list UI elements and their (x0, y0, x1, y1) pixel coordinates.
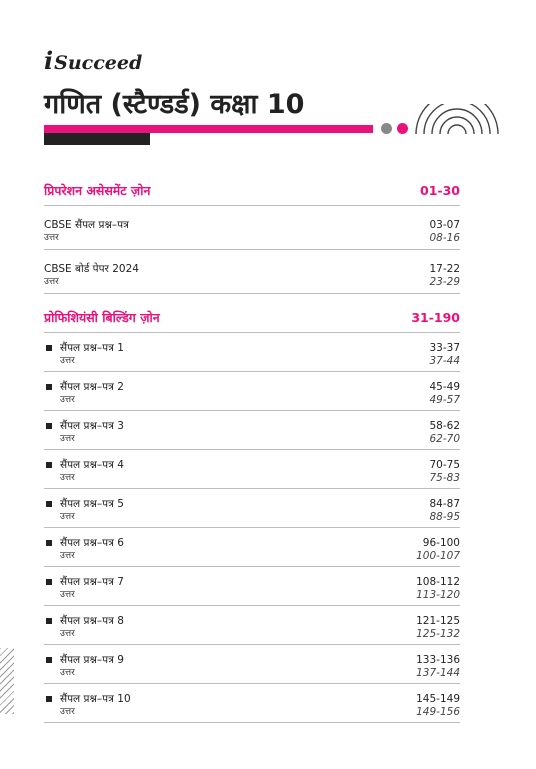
toc-row[interactable] (44, 528, 460, 567)
hatched-decoration (0, 648, 14, 714)
toc-answer-label: उत्तर (60, 473, 75, 483)
toc-answer-label: उत्तर (60, 395, 75, 405)
toc-pages: 121-125 (416, 615, 460, 627)
bullet-square-icon (46, 618, 52, 624)
bullet-square-icon (46, 423, 52, 429)
toc-row[interactable] (44, 250, 460, 294)
toc-answer-label: उत्तर (60, 590, 75, 600)
toc-label: सैंपल प्रश्न–पत्र 4 (60, 459, 124, 471)
toc-answer-label: उत्तर (60, 629, 75, 639)
section-pages: 01-30 (420, 183, 460, 198)
toc-answer-pages: 75-83 (429, 472, 460, 484)
toc-row[interactable] (44, 206, 460, 250)
toc-label: सैंपल प्रश्न–पत्र 10 (60, 693, 131, 705)
toc-answer-pages: 08-16 (429, 232, 460, 244)
bullet-square-icon (46, 579, 52, 585)
toc-answer-pages: 149-156 (416, 706, 460, 718)
title-underline-dark (44, 133, 150, 145)
toc-answer-label: उत्तर (60, 668, 75, 678)
toc-row[interactable] (44, 489, 460, 528)
toc-label: CBSE बोर्ड पेपर 2024 (44, 263, 139, 275)
brand-i: i (44, 46, 54, 75)
toc-label: सैंपल प्रश्न–पत्र 6 (60, 537, 124, 549)
toc-row[interactable] (44, 411, 460, 450)
toc-answer-pages: 113-120 (416, 589, 460, 601)
bullet-square-icon (46, 540, 52, 546)
proficiency-building-section (44, 309, 460, 723)
page-title: गणित (स्टैण्डर्ड) कक्षा 10 (44, 89, 305, 120)
toc-pages: 03-07 (429, 219, 460, 231)
toc-answer-pages: 137-144 (416, 667, 460, 679)
section-title: प्रोफिशियंसी बिल्डिंग ज़ोन (44, 310, 160, 325)
toc-pages: 84-87 (429, 498, 460, 510)
toc-answer-label: उत्तर (44, 233, 59, 243)
toc-answer-label: उत्तर (60, 512, 75, 522)
section-title: प्रिपरेशन असेसमेंट ज़ोन (44, 183, 151, 198)
toc-label: सैंपल प्रश्न–पत्र 1 (60, 342, 124, 354)
toc-label: सैंपल प्रश्न–पत्र 7 (60, 576, 124, 588)
section-header (44, 182, 460, 206)
bullet-square-icon (46, 501, 52, 507)
toc-label: सैंपल प्रश्न–पत्र 9 (60, 654, 124, 666)
section-header (44, 309, 460, 333)
title-underline-accent (44, 125, 373, 133)
toc-answer-label: उत्तर (60, 434, 75, 444)
toc-row[interactable] (44, 333, 460, 372)
toc-answer-pages: 125-132 (416, 628, 460, 640)
toc-answer-label: उत्तर (60, 551, 75, 561)
toc-row[interactable] (44, 645, 460, 684)
pink-dot-icon (397, 123, 408, 134)
toc-row[interactable] (44, 684, 460, 723)
toc-row[interactable] (44, 372, 460, 411)
toc-row[interactable] (44, 450, 460, 489)
bullet-square-icon (46, 345, 52, 351)
toc-answer-pages: 37-44 (429, 355, 460, 367)
toc-answer-label: उत्तर (60, 356, 75, 366)
toc-pages: 70-75 (429, 459, 460, 471)
toc-answer-pages: 88-95 (429, 511, 460, 523)
bullet-square-icon (46, 384, 52, 390)
toc-pages: 58-62 (429, 420, 460, 432)
toc-label: सैंपल प्रश्न–पत्र 5 (60, 498, 124, 510)
toc-pages: 33-37 (429, 342, 460, 354)
toc-pages: 108-112 (416, 576, 460, 588)
toc-answer-pages: 100-107 (416, 550, 460, 562)
toc-label: सैंपल प्रश्न–पत्र 3 (60, 420, 124, 432)
bullet-square-icon (46, 696, 52, 702)
toc-label: सैंपल प्रश्न–पत्र 2 (60, 381, 124, 393)
toc-pages: 17-22 (429, 263, 460, 275)
brand-name: Succeed (54, 52, 143, 74)
toc-pages: 45-49 (429, 381, 460, 393)
preparation-assessment-section (44, 182, 460, 294)
section-pages: 31-190 (411, 310, 460, 325)
toc-pages: 145-149 (416, 693, 460, 705)
toc-answer-pages: 62-70 (429, 433, 460, 445)
toc-answer-pages: 49-57 (429, 394, 460, 406)
toc-answer-pages: 23-29 (429, 276, 460, 288)
toc-pages: 133-136 (416, 654, 460, 666)
toc-label: सैंपल प्रश्न–पत्र 8 (60, 615, 124, 627)
toc-answer-label: उत्तर (60, 707, 75, 717)
bullet-square-icon (46, 462, 52, 468)
toc-row[interactable] (44, 567, 460, 606)
bullet-square-icon (46, 657, 52, 663)
toc-answer-label: उत्तर (44, 277, 59, 287)
concentric-arcs-icon (414, 104, 500, 134)
brand-logo (44, 46, 142, 75)
toc-label: CBSE सैंपल प्रश्न–पत्र (44, 219, 129, 231)
grey-dot-icon (381, 123, 392, 134)
toc-pages: 96-100 (422, 537, 460, 549)
toc-row[interactable] (44, 606, 460, 645)
